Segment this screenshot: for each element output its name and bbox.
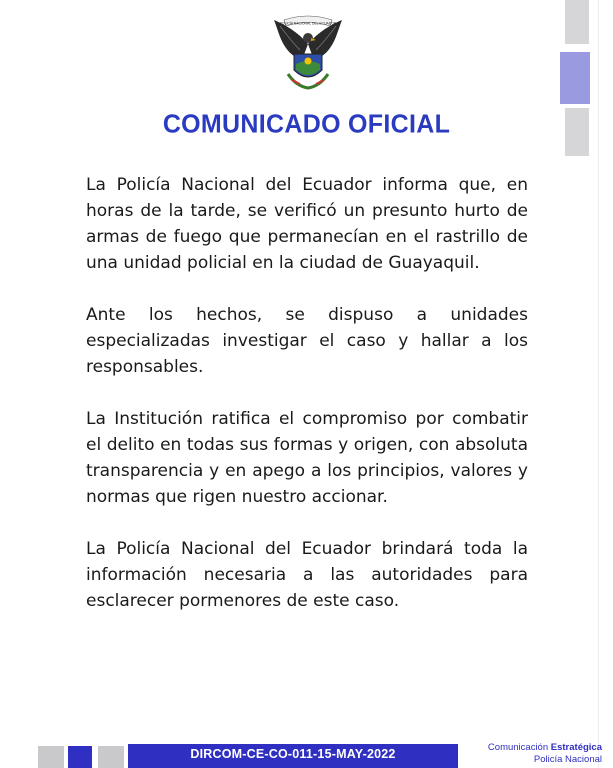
communique-body: [86, 172, 528, 640]
paragraph-3: La Institución ratifica el compromiso por combatir el delito en todas sus formas y origen, con absoluta transparencia y en apego a los principios, valores y normas que rigen nuestro accionar.: [86, 409, 528, 507]
footer-brand: [462, 742, 602, 766]
police-eagle-seal-icon: [270, 14, 346, 94]
paragraph-4: La Policía Nacional del Ecuador brindará toda la información necesaria a las autoridades para esclarecer pormenores de este caso.: [86, 539, 528, 611]
svg-text:POLICÍA NACIONAL DEL ECUADOR: POLICÍA NACIONAL DEL ECUADOR: [279, 21, 337, 26]
document-code: DIRCOM-CE-CO-011-15-MAY-2022: [190, 747, 396, 761]
brand-prefix: Comunicación: [487, 742, 551, 753]
footer-block-grey-right: [98, 746, 124, 768]
side-block-top: [565, 0, 589, 44]
paragraph-2: Ante los hechos, se dispuso a unidades especializadas investigar el caso y hallar a los responsables.: [86, 305, 528, 377]
paragraph-1: La Policía Nacional del Ecuador informa que, en horas de la tarde, se verificó un presunto hurto de armas de fuego que permanecían en el rastrillo de una unidad policial en la ciudad de Guayaquil.: [86, 175, 528, 273]
footer-block-grey-left: [38, 746, 64, 768]
footer-block-blue: [68, 746, 92, 768]
title-text: COMUNICADO OFICIAL: [162, 109, 451, 139]
side-block-accent: [560, 52, 590, 104]
brand-line2: Policía Nacional: [533, 754, 602, 765]
brand-strong: Estratégica: [550, 742, 602, 753]
page-title: [0, 110, 613, 139]
